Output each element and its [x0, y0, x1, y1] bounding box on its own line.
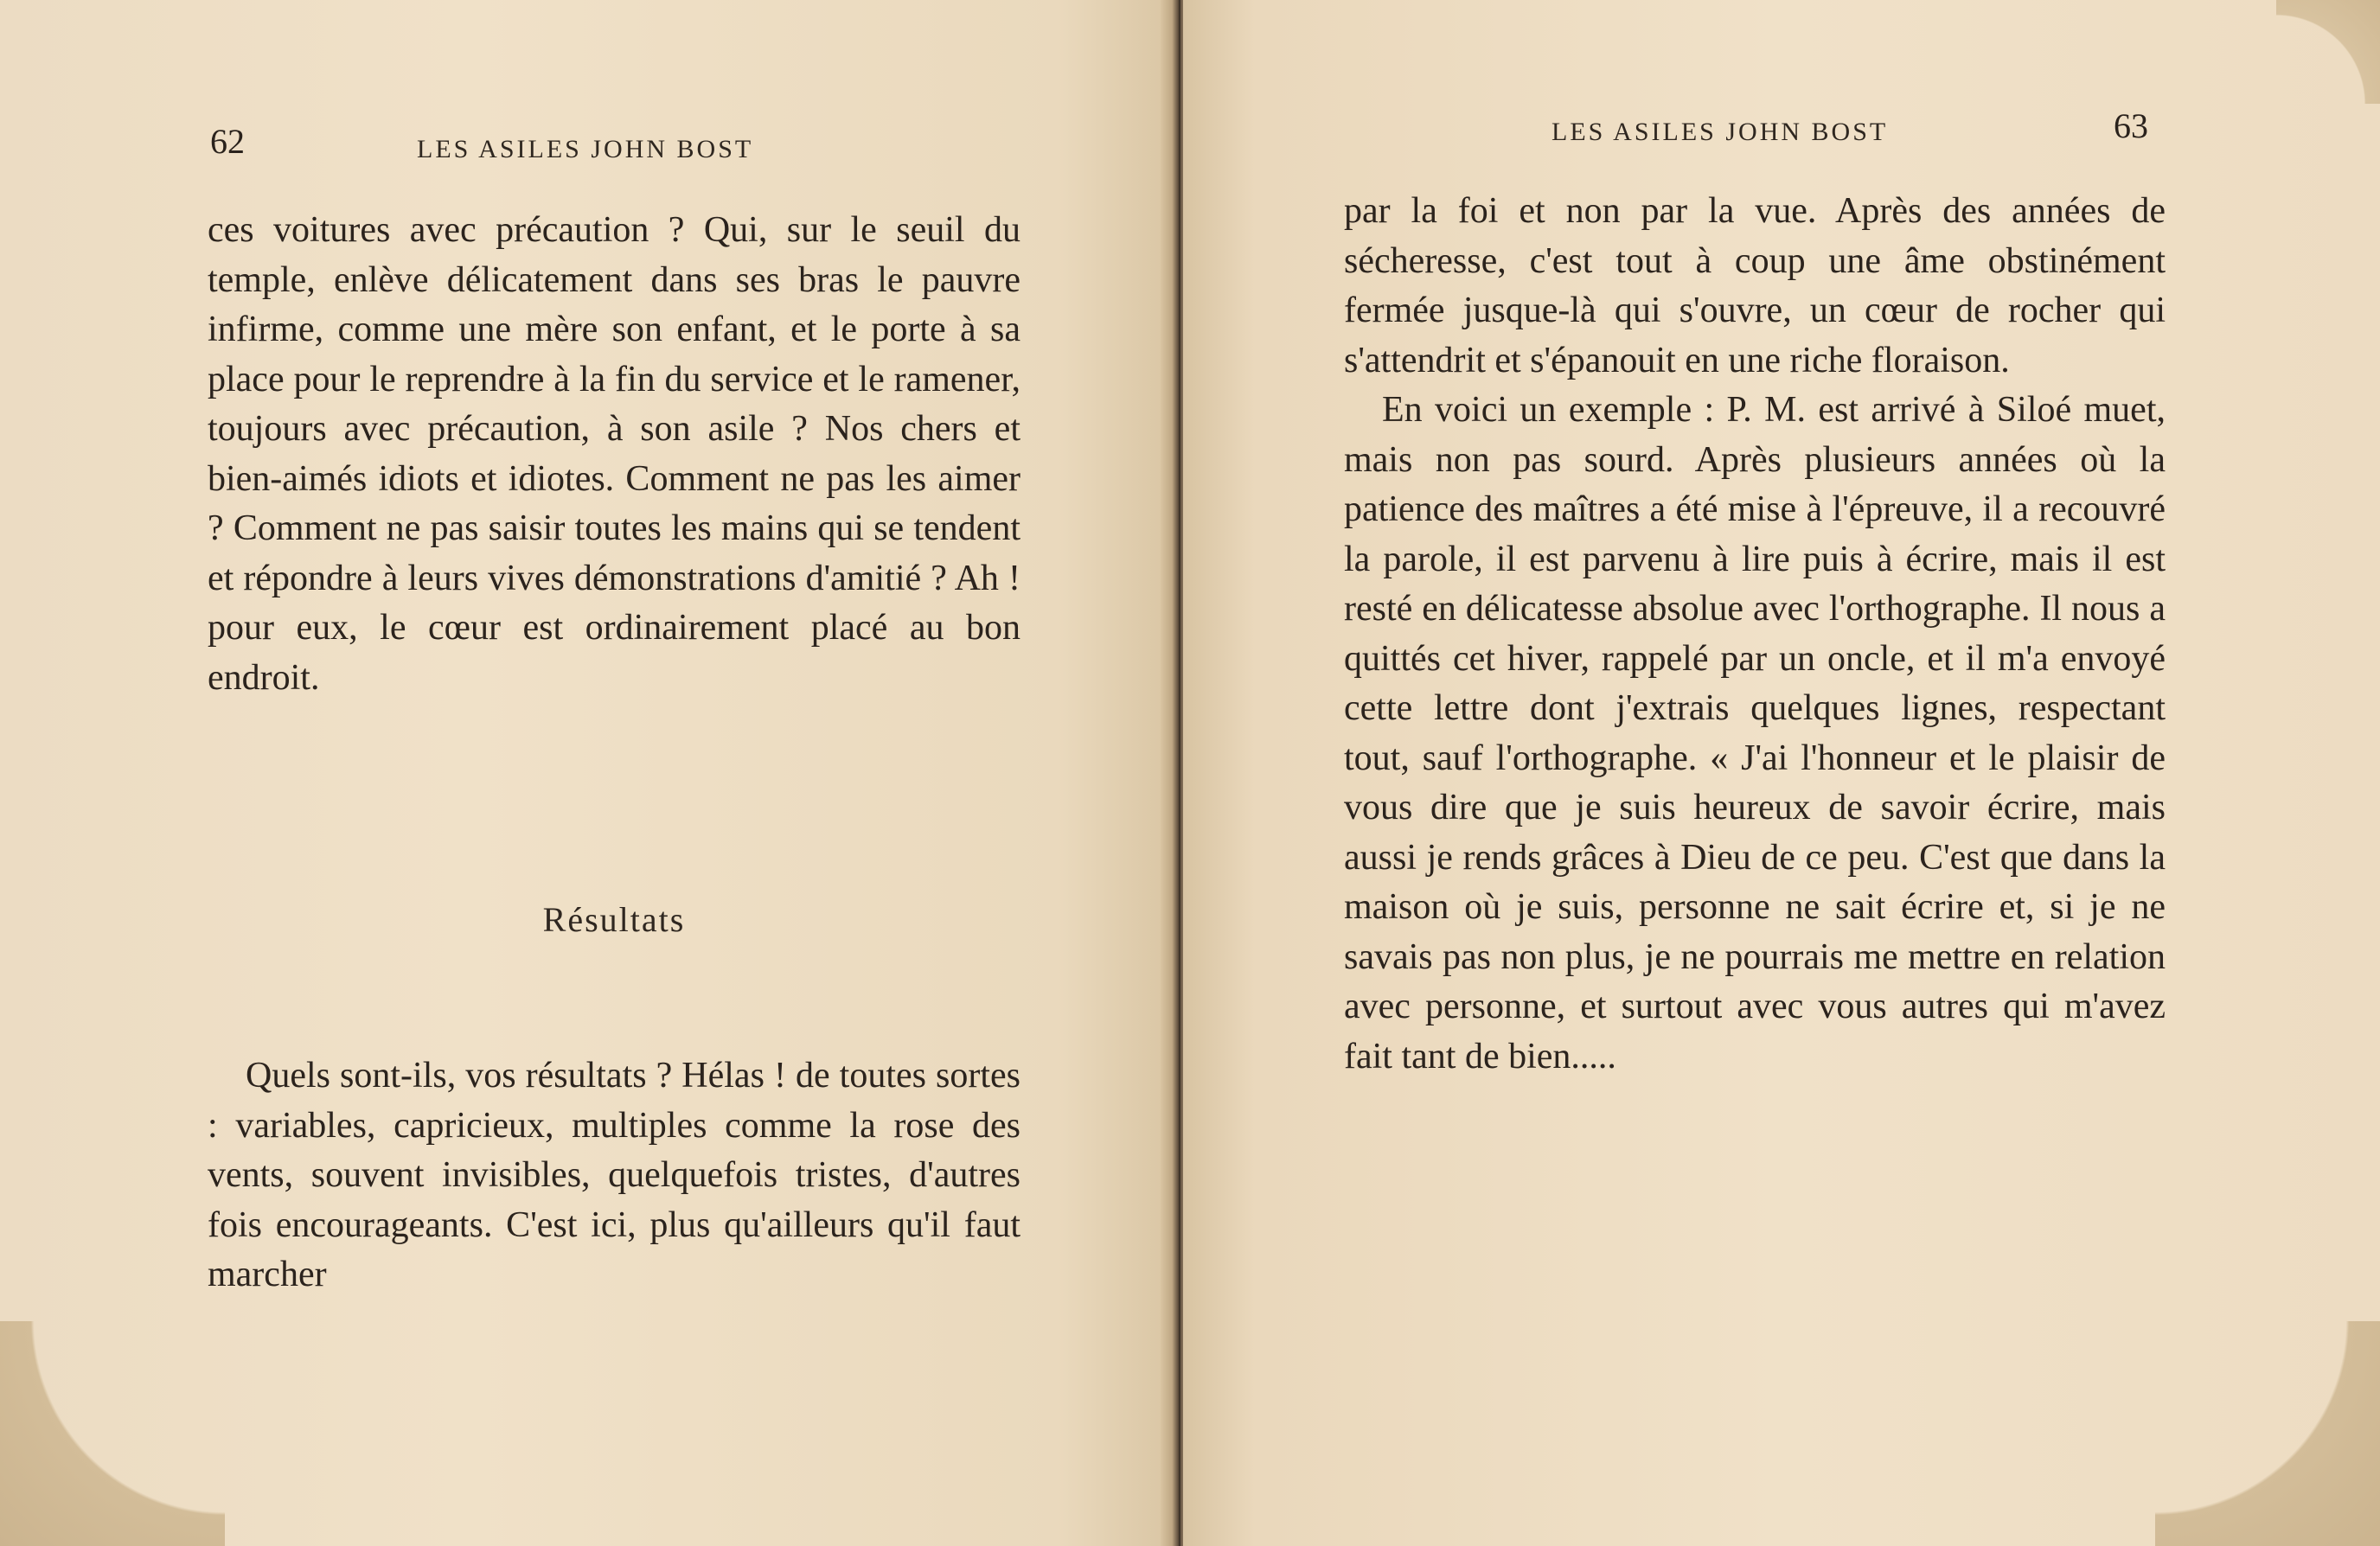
- page-number: 62: [210, 122, 245, 161]
- paragraph: ces voitures avec précaution ? Qui, sur le seuil du temple, enlève délicatement dans ses bras le pauvre infirme, comme une mère son enfant, et le porte à sa place pour le reprendre à la fin du service et le ramener, toujours avec précaution, à son asile ? Nos chers et bien-aimés idiots et idiotes. Comment ne pas les aimer ? Comment ne pas saisir toutes les mains qui se tendent et répondre à leurs vives démonstrations d'amitié ? Ah ! pour eux, le cœur est ordinairement placé au bon endroit.: [208, 210, 1020, 698]
- page-corner-shadow: [2276, 0, 2380, 104]
- running-head: LES ASILES JOHN BOST: [1551, 118, 1889, 146]
- paragraph: En voici un exemple : P. M. est arrivé à Siloé muet, mais non pas sourd. Après plusieurs années où la patience des maîtres a été mise à l'épreuve, il a recouvré la parole, il est parvenu à lire puis à écrire, mais il est resté en délicatesse absolue avec l'orthographe. Il nous a quittés cet hiver, rappelé par un oncle, et il m'a envoyé cette lettre dont j'extrais quelques lignes, respectant tout, sauf l'orthographe. « J'ai l'honneur et le plaisir de vous dire que je suis heureux de savoir écrire, mais aussi je rends grâces à Dieu de ce peu. C'est que dans la maison où je suis, personne ne sait écrire et, si je ne savais pas non plus, je ne pourrais me mettre en relation avec personne, et surtout avec vous autres qui m'avez fait tant de bien.....: [1344, 390, 2166, 1076]
- page-corner-shadow: [2155, 1321, 2380, 1546]
- section-title: Résultats: [542, 900, 686, 939]
- left-page: [0, 0, 1176, 1546]
- right-page: [1183, 0, 2380, 1546]
- body-text-block: [208, 1051, 1020, 1300]
- body-text-block: [1344, 187, 2166, 1082]
- body-text-block: [208, 206, 1020, 703]
- page-number: 63: [2114, 106, 2148, 145]
- paragraph: par la foi et non par la vue. Après des années de sécheresse, c'est tout à coup une âme obstinément fermée jusque-là qui s'ouvre, un cœur de rocher qui s'attendrit et s'épanouit en une riche floraison.: [1344, 191, 2166, 380]
- page-corner-shadow: [0, 1321, 225, 1546]
- running-head: LES ASILES JOHN BOST: [417, 135, 754, 163]
- paragraph: Quels sont-ils, vos résultats ? Hélas ! de toutes sortes : variables, capricieux, multiples comme la rose des vents, souvent invisibles, quelquefois tristes, d'autres fois encourageants. C'est ici, plus qu'ailleurs qu'il faut marcher: [208, 1056, 1020, 1294]
